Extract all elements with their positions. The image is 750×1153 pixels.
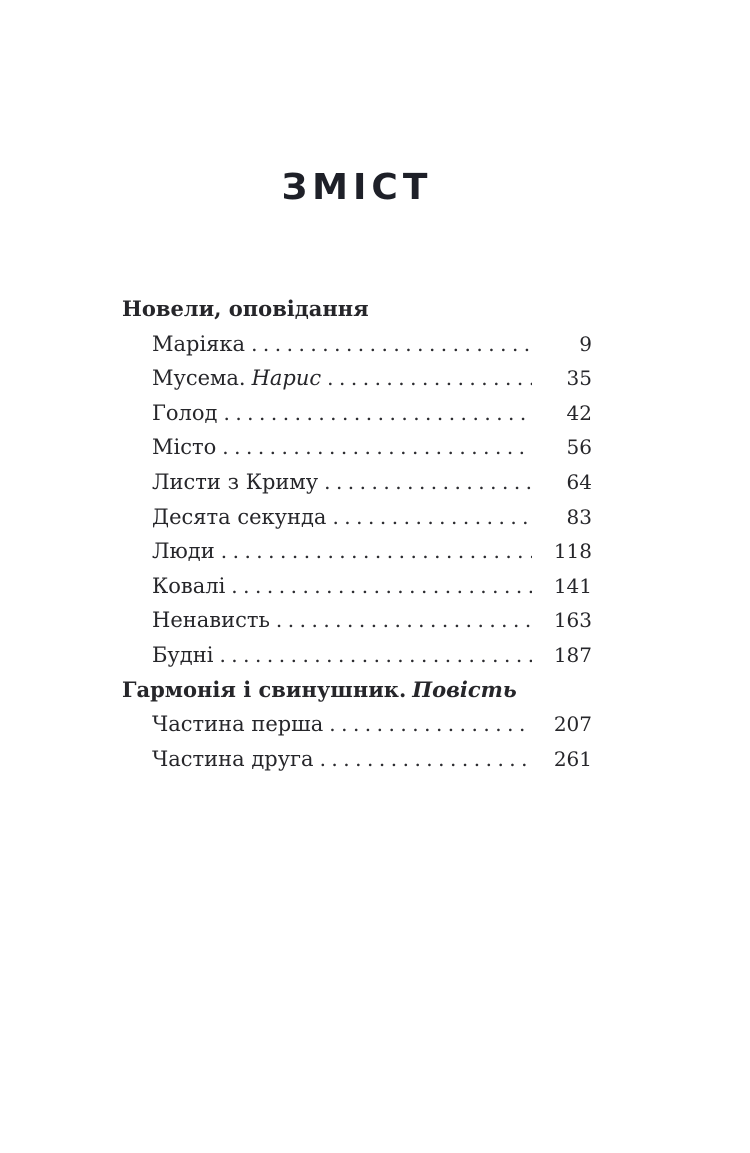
toc-entry	[152, 396, 592, 431]
entry-title: Люди	[152, 539, 215, 564]
toc-entry	[152, 327, 592, 362]
toc-content	[122, 0, 592, 776]
entry-page-number: 187	[553, 642, 592, 667]
entry-title: Десята секунда	[152, 504, 327, 529]
entry-title: Частина перша	[152, 712, 324, 737]
toc-section	[122, 292, 592, 673]
toc-section	[122, 673, 592, 777]
section-heading	[122, 292, 592, 327]
entry-genre: Нарис	[251, 366, 322, 391]
dot-leader	[221, 534, 532, 569]
entry-title: Ненависть	[152, 608, 270, 633]
section-heading	[122, 673, 592, 708]
entry-page-number: 207	[553, 712, 592, 737]
dot-leader	[276, 603, 532, 638]
toc-entry	[152, 465, 592, 500]
dot-leader	[223, 396, 532, 431]
entry-title: Місто	[152, 435, 217, 460]
dot-leader	[231, 569, 532, 604]
dot-leader	[327, 361, 532, 396]
toc	[122, 292, 592, 776]
toc-entry	[152, 707, 592, 742]
entry-title: Будні	[152, 642, 214, 667]
entry-page-number: 64	[566, 469, 592, 494]
entry-page-number: 42	[566, 400, 592, 425]
dot-leader	[329, 707, 532, 742]
toc-entry	[152, 361, 592, 396]
entry-title: Ковалі	[152, 573, 226, 598]
entry-title: Частина друга	[152, 746, 314, 771]
page-title: ЗМІСТ	[281, 167, 433, 208]
entry-page-number: 56	[566, 435, 592, 460]
dot-leader	[219, 638, 532, 673]
section-heading-text: Новели, оповідання	[122, 296, 369, 321]
entry-title: Маріяка	[152, 331, 246, 356]
entry-page-number: 261	[553, 746, 592, 771]
entry-page-number: 141	[553, 573, 592, 598]
toc-entry	[152, 742, 592, 777]
section-heading-genre: Повість	[412, 676, 517, 702]
entry-title: Мусема.	[152, 366, 246, 391]
toc-entry	[152, 500, 592, 535]
entry-page-number: 163	[553, 608, 592, 633]
dot-leader	[332, 500, 532, 535]
dot-leader	[222, 430, 532, 465]
toc-entry	[152, 638, 592, 673]
entry-page-number: 9	[579, 331, 592, 356]
dot-leader	[320, 742, 532, 777]
entry-title: Листи з Криму	[152, 469, 319, 494]
entry-page-number: 118	[553, 539, 592, 564]
toc-entry	[152, 569, 592, 604]
toc-entry	[152, 534, 592, 569]
toc-entry	[152, 603, 592, 638]
section-heading-text: Гармонія і свинушник.	[122, 676, 407, 702]
entry-page-number: 35	[566, 366, 592, 391]
entry-title: Голод	[152, 400, 218, 425]
dot-leader	[324, 465, 532, 500]
entry-page-number: 83	[566, 504, 592, 529]
toc-entry	[152, 430, 592, 465]
dot-leader	[251, 327, 532, 362]
